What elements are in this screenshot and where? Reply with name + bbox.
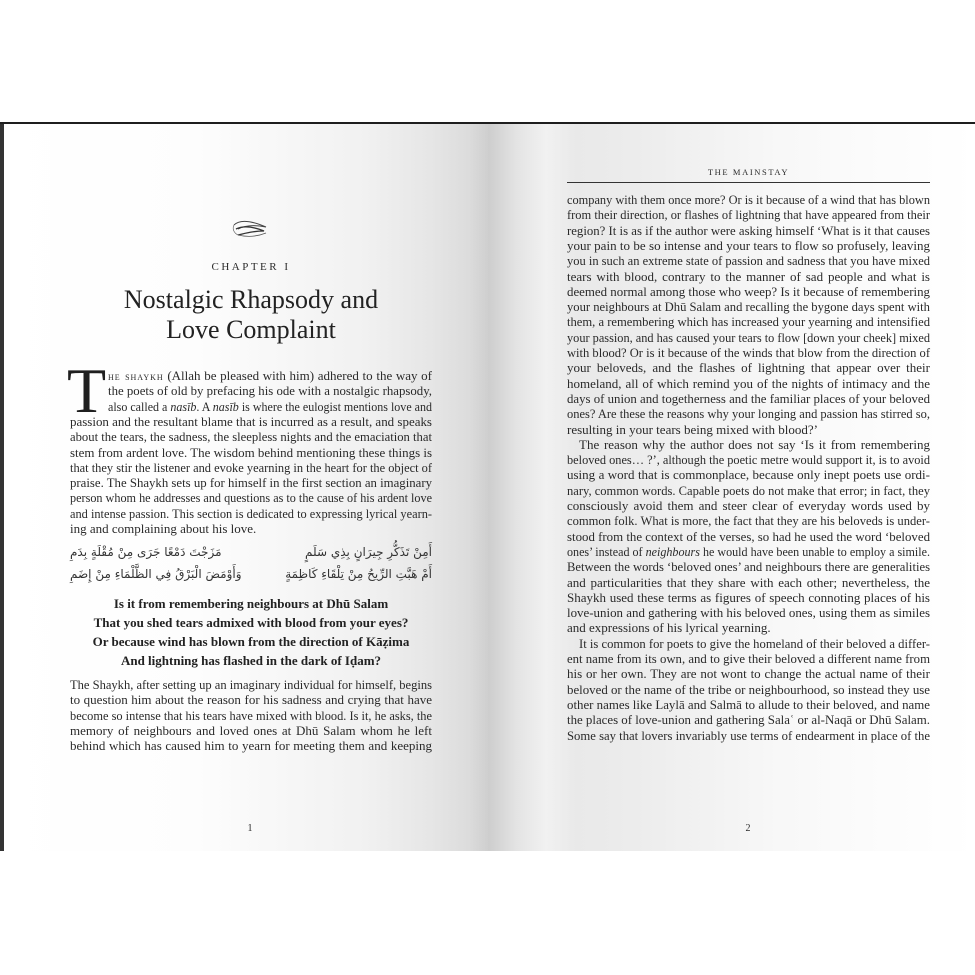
- text-line: [567, 682, 930, 697]
- text-run: love-union and gathering with his beloved ones, using them as similes: [567, 605, 930, 621]
- text-run: memory of neighbours and loved ones at Dhū Salam whom he left: [70, 722, 432, 738]
- text-run: person whom he addresses and questions as to the cause of his ardent love: [70, 490, 432, 506]
- translation-line: That you shed tears admixed with blood from your eyes?: [93, 615, 409, 630]
- text-line: [579, 437, 930, 452]
- text-run: ones? Are these the reasons why your longing and passion has stirred so,: [567, 406, 930, 422]
- translation-line: Is it from remembering neighbours at Dhū Salam: [113, 596, 389, 611]
- chapter-label: CHAPTER I: [211, 261, 291, 273]
- text-line: [70, 723, 432, 738]
- translation-line: Or because wind has blown from the direction of Kāẓima: [92, 634, 410, 649]
- text-run: your passion, and has caused your tears to flow [down your cheek] mixed: [567, 329, 930, 345]
- text-line: [70, 521, 256, 536]
- text-run: The reason why the author does not say ‘Is it from remembering: [579, 436, 930, 452]
- arabic-verses: [70, 541, 432, 585]
- italic-term: nasīb: [170, 398, 197, 414]
- page-number-right: 2: [745, 823, 751, 834]
- chapter-title-line: Nostalgic Rhapsody and: [123, 285, 379, 314]
- text-run: common folk. What is more, the fact that they are his beloveds is under-: [567, 513, 930, 529]
- text-line: [567, 207, 930, 222]
- text-run: behind which has caused him to yearn for meeting them and keeping: [70, 738, 432, 754]
- text-line: [567, 284, 930, 299]
- text-run: . A: [196, 398, 213, 414]
- text-run: them, a remembering which has increased your yearning and intensified: [567, 314, 930, 330]
- text-run: region? It is as if the author were asking himself ‘What is it that causes: [567, 222, 930, 238]
- text-line: [567, 513, 930, 528]
- text-line: [567, 728, 930, 743]
- text-run: become so intense that his tears have mixed with blood. Is it, he asks, the: [70, 707, 432, 723]
- text-line: [567, 559, 930, 574]
- page-number-left: 1: [247, 823, 253, 834]
- verse-translation: [70, 594, 432, 670]
- text-run: homeland, all of which remind you of the nights of intimacy and the: [567, 375, 930, 391]
- text-run: the poets of old by prefacing his ode with a nostalgic rhapsody,: [108, 383, 432, 399]
- text-line: [567, 238, 930, 253]
- text-run: and particularities that they share with each other; nevertheless, the: [567, 574, 930, 590]
- text-line: [567, 697, 930, 712]
- arabic-hemistich: أَمِنْ تَذَكُّرِ جِيرَانٍ بِذِي سَلَمٍ: [305, 545, 432, 559]
- text-line: [567, 391, 930, 406]
- running-head: THE MAINSTAY: [707, 167, 790, 177]
- text-line: [567, 467, 930, 482]
- text-line: [567, 422, 818, 437]
- text-line: [70, 490, 432, 505]
- text-line: [70, 429, 432, 444]
- text-line: [567, 575, 930, 590]
- arabic-hemistich: مَزَجْتَ دَمْعًا جَرَى مِنْ مُقْلَةٍ بِدَمِ: [70, 545, 222, 559]
- text-run: (Allah be pleased with him) adhered to the way of: [163, 368, 433, 383]
- text-line: [70, 506, 432, 521]
- italic-term: neighbours: [645, 543, 700, 559]
- text-line: [70, 708, 432, 723]
- text-line: [567, 483, 930, 498]
- text-run: Some say that lovers invariably use terms of endearment in place of the: [567, 727, 930, 743]
- text-run: stem from ardent love. The wisdom behind mentioning these things is: [70, 444, 432, 460]
- text-line: [567, 544, 930, 559]
- arabic-hemistich: أَمْ هَبَّتِ الرِّيحُ مِنْ تِلْقَاءِ كَاظِمَةٍ: [285, 567, 432, 581]
- text-line: [70, 692, 432, 707]
- italic-term: nasīb: [212, 398, 239, 414]
- text-run: and expressions of his lyrical yearning.: [567, 620, 771, 636]
- chapter-title: [70, 285, 432, 345]
- text-line: [567, 299, 930, 314]
- text-run: resulting in your tears being mixed with blood?’: [567, 421, 818, 437]
- translation-line: And lightning has flashed in the dark of Iḍam?: [120, 653, 382, 668]
- text-run: that they stir the listener and evoke yearning in the heart for the object of: [70, 459, 432, 475]
- text-line: [567, 314, 930, 329]
- text-run: about the tears, the sadness, the sleepless nights and the emaciation that: [70, 429, 432, 445]
- text-run: company with them once more? Or is it because of a wind that has blown: [567, 192, 930, 207]
- chapter-ornament-icon: [230, 217, 270, 241]
- text-line: [567, 376, 930, 391]
- text-line: [70, 677, 432, 692]
- header-rule: [567, 182, 930, 183]
- text-run: ent name from its own, and to give their beloved a different name from: [567, 651, 930, 666]
- text-run: also called a: [108, 398, 171, 414]
- text-run: the places of love-union and gathering Salaʿ or al-Naqā or Dhū Salam.: [567, 712, 930, 728]
- text-run: tears with blood, contrary to the manner of sad people and what is: [567, 268, 930, 284]
- text-run: and intense passion. This section is dedicated to expressing lyrical yearn-: [70, 505, 432, 521]
- text-line: [108, 383, 432, 398]
- text-line: [70, 460, 432, 475]
- text-line: [567, 666, 930, 681]
- text-run: your pain to be so intense and your tears to flow so profusely, leaving: [567, 237, 930, 253]
- text-run: he would have been unable to employ a simile.: [699, 543, 930, 559]
- text-run: Shaykh used these terms as figures of speech connoting places of his: [567, 589, 930, 605]
- text-line: [567, 345, 930, 360]
- small-caps-opening: he shaykh: [108, 369, 164, 383]
- text-line: [567, 192, 930, 207]
- text-run: nary, common words. Capable poets do not make that error; in fact, they: [567, 482, 930, 498]
- text-run: your beloveds, and the flashes of lightning that appear over their: [567, 360, 930, 376]
- text-line: [567, 605, 930, 620]
- text-run: deemed normal among those who weep? Is it because of remembering: [567, 283, 930, 299]
- text-run: ing and complaining about his love.: [70, 521, 257, 536]
- text-run: your neighbours at Dhū Salam and recalling the bygone days spent with: [567, 299, 930, 315]
- text-line: [567, 269, 930, 284]
- text-line: [567, 498, 930, 513]
- text-run: ones’ instead of: [567, 543, 646, 559]
- text-run: to question him about the reason for his sadness and crying that have: [70, 692, 432, 708]
- text-run: using a word that is commonplace, because only inept poets use ordi-: [567, 467, 930, 483]
- text-run: praise. The Shaykh sets up for himself in the first section an imaginary: [70, 475, 432, 491]
- text-run: passion and the resultant blame that is incurred as a result, and speaks: [70, 413, 432, 429]
- text-line: [567, 253, 930, 268]
- text-line: [567, 529, 930, 544]
- text-run: Between the words ‘beloved ones’ and neighbours there are generalities: [567, 559, 930, 575]
- text-run: days of union and togetherness and the familiar places of your beloved: [567, 390, 930, 406]
- text-line: [567, 330, 930, 345]
- text-run: beloved or the name of the tribe or neighbourhood, so instead they use: [567, 681, 930, 697]
- text-run: stood from the context of the verses, so had he used the word ‘beloved: [567, 528, 930, 544]
- text-line: [567, 651, 930, 666]
- text-run: you in such an extreme state of passion and sadness that you have mixed: [567, 253, 930, 269]
- text-run: his or her own. They are not wont to change the actual name of their: [567, 666, 930, 682]
- text-run: from their direction, or flashes of lightning that have appeared from their: [567, 207, 930, 223]
- text-line: [108, 399, 432, 414]
- text-line: [579, 636, 930, 651]
- text-line: [567, 223, 930, 238]
- text-line: [70, 475, 432, 490]
- text-run: beloved ones… ?’, although the poetic metre would support it, is to avoid: [567, 452, 930, 468]
- text-line: [567, 360, 930, 375]
- arabic-verse-line: [70, 563, 432, 585]
- text-line: [70, 445, 432, 460]
- text-line: [108, 368, 432, 384]
- text-line: [70, 738, 432, 753]
- text-line: [567, 590, 930, 605]
- chapter-title-line: Love Complaint: [166, 315, 336, 344]
- text-run: It is common for poets to give the homeland of their beloved a differ-: [579, 635, 930, 651]
- text-line: [70, 414, 432, 429]
- text-line: [567, 712, 930, 727]
- text-line: [567, 620, 771, 635]
- text-run: other names like Laylā and Salmā to allude to their beloved, and name: [567, 696, 930, 712]
- arabic-hemistich: وَأَوْمَضَ الْبَرْقُ فِي الظَّلْمَاءِ مِنْ إِضَمِ: [70, 567, 242, 581]
- drop-cap: T: [67, 355, 107, 426]
- text-run: consciously avoid them and steer clear of everyday words used by: [567, 498, 930, 513]
- text-run: The Shaykh, after setting up an imaginary individual for himself, begins: [70, 677, 432, 692]
- text-run: is where the eulogist mentions love and: [238, 398, 432, 414]
- text-line: [567, 406, 930, 421]
- text-run: with blood? Or is it because of the winds that blow from the direction of: [567, 345, 930, 360]
- arabic-verse-line: [70, 541, 432, 563]
- text-line: [567, 452, 930, 467]
